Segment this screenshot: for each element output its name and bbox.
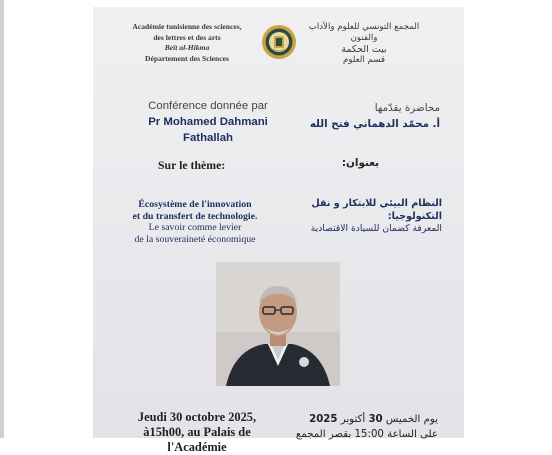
academy-emblem-icon (261, 24, 297, 60)
header-fr-line2: des lettres et des arts (153, 32, 221, 42)
conference-arabic (290, 100, 440, 132)
header-ar-line2: بيت الحكمة (341, 44, 387, 55)
date-ar-line1 (278, 412, 438, 427)
conference-french (133, 98, 283, 146)
date-ar-month: أكتوبر (340, 414, 366, 425)
speaker-portrait (216, 262, 340, 386)
date-fr-month: octobre (185, 410, 226, 424)
date-arabic (278, 412, 438, 442)
theme-label-fr: Sur le thème: (158, 158, 226, 172)
conference-ar-intro: محاضرة يقدّمها (374, 102, 440, 114)
topic-french (107, 199, 283, 245)
date-ar-year: 2025 (309, 414, 338, 425)
header-french (107, 22, 267, 64)
speaker-name-ar: أ. محمّد الدهماني فتح الله (309, 118, 440, 130)
date-ar-day: يوم الخميس (385, 414, 438, 425)
date-fr-day: Jeudi (137, 410, 167, 424)
date-french (117, 410, 277, 455)
topic-ar-line2: التكنولوجيا: (387, 210, 442, 222)
topic-fr-line4: de la souveraineté économique (134, 233, 256, 245)
conference-fr-intro: Conférence donnée par (148, 100, 268, 112)
event-poster (93, 7, 464, 454)
topic-ar-line1: النظام البيئي للابتكار و نقل (311, 198, 442, 209)
header-ar-line1: المجمع التونسي للعلوم والآداب والفنون (308, 22, 420, 43)
topic-fr-line1: Écosystème de l'innovation (138, 199, 252, 210)
topic-fr-line2: et du transfert de technologie. (132, 210, 258, 222)
header-fr-line1: Académie tunisienne des sciences, (132, 22, 242, 31)
left-edge-strip (0, 0, 4, 438)
date-fr-line1 (117, 410, 277, 425)
date-fr-num: 30 (169, 410, 183, 424)
header-ar-line3: قسم العلوم (343, 55, 385, 65)
header-fr-line3: Beït al-Hikma (164, 43, 210, 52)
speaker-name-fr: Pr Mohamed Dahmani Fathallah (148, 116, 268, 144)
topic-fr-line3: Le savoir comme levier (148, 222, 242, 234)
topic-ar-line3: المعرفة كضمان للسيادة الاقتصادية (310, 223, 442, 234)
theme-label-ar: بعنوان: (341, 157, 379, 169)
header-arabic (304, 22, 424, 66)
topic-arabic (272, 198, 442, 236)
date-fr-year: 2025, (228, 410, 257, 424)
header-fr-line4: Département des Sciences (145, 53, 229, 63)
date-fr-line2: à15h00, au Palais de l'Académie (143, 425, 251, 454)
date-ar-line2: على الساعة 15:00 بقصر المجمع (295, 429, 438, 440)
date-ar-num: 30 (368, 414, 383, 425)
